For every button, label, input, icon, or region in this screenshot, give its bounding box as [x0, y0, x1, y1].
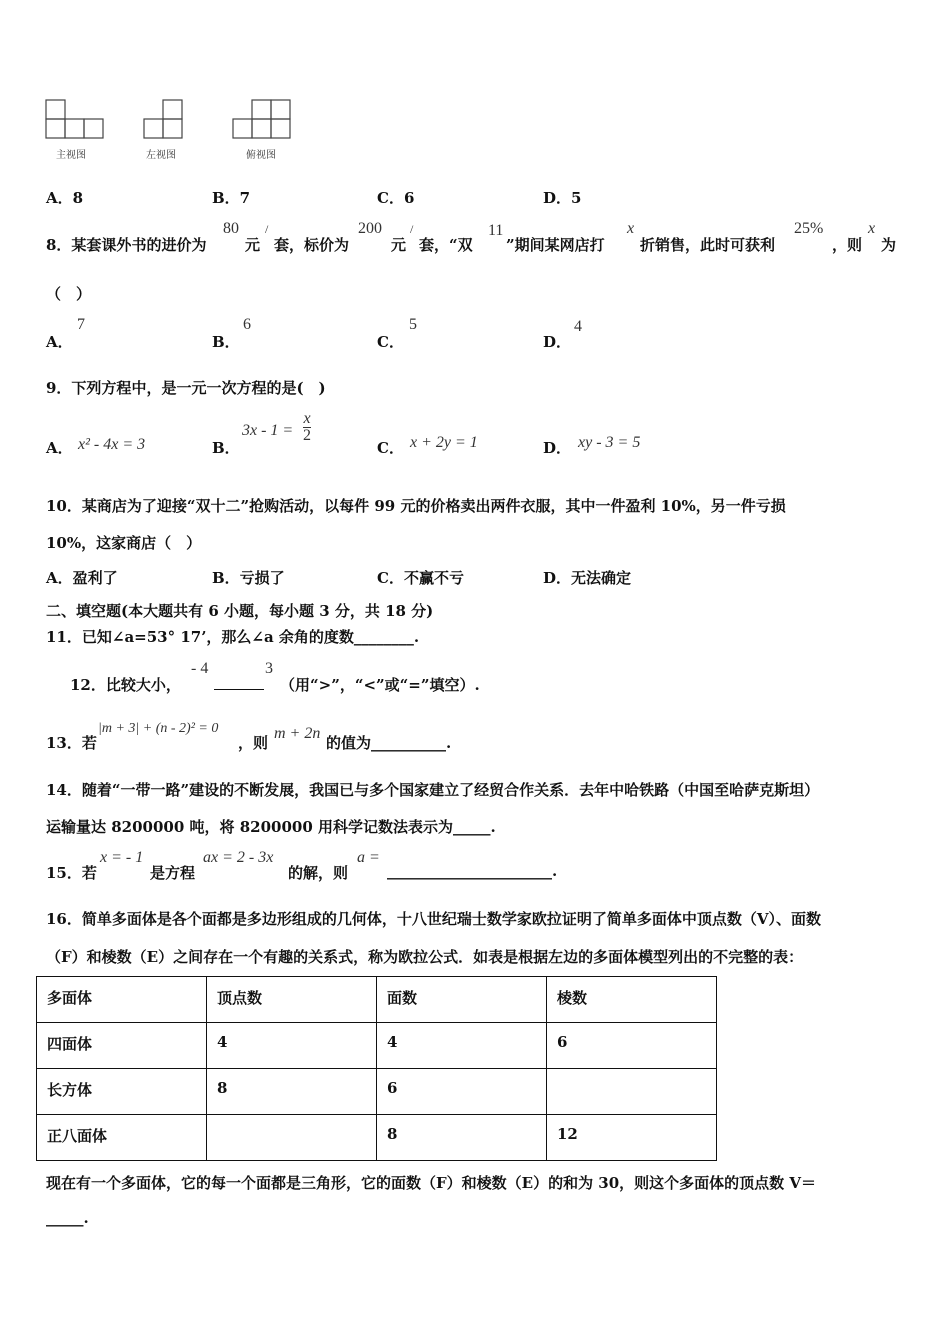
table-cell: 6 [377, 1069, 547, 1115]
q9-option-b-numerator: x [303, 410, 311, 427]
q14-line1: 14．随着“一带一路”建设的不断发展，我国已与多个国家建立了经贸合作关系．去年中哈铁路（中国至哈萨克斯坦） [46, 781, 820, 799]
q8-var-x: x [627, 220, 635, 237]
table-cell: 正八面体 [37, 1115, 207, 1161]
q16-line1: 16．简单多面体是各个面都是多边形组成的几何体，十八世纪瑞士数学家欧拉证明了简单多面体中顶点数（V）、面数 [46, 910, 822, 928]
front-view-drawing [46, 100, 103, 138]
q8-slash2: / [410, 222, 414, 236]
q16-line2: （F）和棱数（E）之间存在一个有趣的关系式，称为欧拉公式．如表是根据左边的多面体模型列出的不完整的表： [46, 948, 804, 966]
q8-option-d-letter: D． [543, 333, 572, 351]
q7-option-a: A．8 [46, 189, 84, 207]
top-view-label: 俯视图 [246, 150, 276, 161]
q14-line2: 运输量达 8200000 吨，将 8200000 用科学记数法表示为_____. [46, 818, 496, 836]
q8-unit2: 元 [391, 236, 407, 254]
q8-stem-part7: 为 [881, 236, 897, 254]
q16-after-line1: 现在有一个多面体，它的每一个面都是三角形，它的面数（F）和棱数（E）的和为 30，则这个多面体的顶点数 V＝ [46, 1174, 817, 1192]
q8-option-c-value: 5 [409, 316, 417, 333]
q8-price-tag: 200 [358, 220, 382, 237]
q8-stem-part2: 套，标价为 [274, 236, 350, 254]
q13-condition: |m + 3| + (n - 2)² = 0 [98, 721, 219, 736]
q15-mid1: 是方程 [150, 864, 196, 882]
table-cell: 4 [377, 1023, 547, 1069]
q8-option-b-value: 6 [243, 316, 251, 333]
q8-option-c-letter: C． [377, 333, 404, 351]
q8-stem-part5: 折销售，此时可获利 [640, 236, 776, 254]
q7-option-b: B．7 [212, 189, 251, 207]
top-view-drawing [233, 100, 290, 138]
q8-option-d-value: 4 [574, 318, 582, 335]
q8-eleven: 11 [488, 222, 504, 239]
q15-equation: ax = 2 - 3x [203, 849, 274, 866]
header-polyhedron: 多面体 [37, 977, 207, 1023]
header-vertices: 顶点数 [207, 977, 377, 1023]
table-header-row [37, 977, 717, 1023]
q9-option-b-letter: B． [212, 439, 240, 457]
table-row [37, 1023, 717, 1069]
q15-mid2: 的解，则 [288, 864, 349, 882]
left-view-label: 左视图 [146, 150, 176, 161]
q8-stem-part3: 套，“双 [419, 236, 473, 254]
q10-option-a: A．盈利了 [46, 569, 118, 587]
q10-option-c: C．不赢不亏 [377, 569, 464, 587]
q9-option-c-math: x + 2y = 1 [410, 434, 478, 451]
q8-slash1: / [265, 222, 269, 236]
section-2-title: 二、填空题(本大题共有 6 小题，每小题 3 分，共 18 分) [46, 602, 434, 620]
q9-option-a-math: x² - 4x = 3 [78, 436, 146, 453]
q10-option-b: B．亏损了 [212, 569, 285, 587]
q8-paren: （ ） [46, 285, 92, 303]
left-view-drawing [144, 100, 182, 138]
q9-option-d-letter: D． [543, 439, 572, 457]
front-view-label: 主视图 [56, 150, 86, 161]
q16-after-line2: _____. [46, 1209, 89, 1227]
header-faces: 面数 [377, 977, 547, 1023]
q7-option-c: C．6 [377, 189, 415, 207]
q8-option-a-value: 7 [77, 316, 85, 333]
q8-price-in: 80 [223, 220, 239, 237]
q8-var-x2: x [868, 220, 876, 237]
q9-stem: 9．下列方程中，是一元一次方程的是( ) [46, 379, 326, 397]
q10-option-d: D．无法确定 [543, 569, 632, 587]
q11-text: 11．已知∠a=53° 17’，那么∠a 余角的度数________. [46, 628, 420, 646]
q12-blank[interactable] [214, 675, 264, 690]
table-row [37, 1069, 717, 1115]
q9-option-a-letter: A． [46, 439, 73, 457]
q9-option-b-left: 3x - 1 = [242, 422, 294, 439]
table-cell: 长方体 [37, 1069, 207, 1115]
q15-suffix: ______________________. [387, 862, 558, 880]
q13-prefix: 13．若 [46, 734, 97, 752]
q12-prefix: 12．比较大小， [70, 676, 181, 694]
q8-option-b-letter: B． [212, 333, 240, 351]
table-cell [547, 1069, 717, 1115]
q12-suffix: （用“>”，“<”或“=”填空）. [280, 676, 480, 694]
q8-stem-part4: ”期间某网店打 [506, 236, 605, 254]
q13-suffix: 的值为__________. [326, 734, 452, 752]
header-edges: 棱数 [547, 977, 717, 1023]
table-cell: 12 [547, 1115, 717, 1161]
q8-option-a-letter: A． [46, 333, 73, 351]
q15-prefix: 15．若 [46, 864, 97, 882]
table-cell: 4 [207, 1023, 377, 1069]
q15-condition: x = - 1 [100, 849, 144, 866]
q12-left-number: - 4 [191, 660, 209, 677]
q13-mid: ，则 [238, 734, 269, 752]
polyhedron-table [36, 976, 717, 1161]
q10-stem-line1: 10．某商店为了迎接“双十二”抢购活动，以每件 99 元的价格卖出两件衣服，其中一件盈利 10%，另一件亏损 [46, 497, 786, 515]
q9-option-b-fraction [303, 411, 311, 444]
table-cell: 四面体 [37, 1023, 207, 1069]
q7-option-d: D．5 [543, 189, 582, 207]
q9-option-c-letter: C． [377, 439, 404, 457]
q10-stem-line2: 10%，这家商店（ ） [46, 534, 202, 552]
q15-target: a = [357, 849, 380, 866]
q8-stem-part1: 8．某套课外书的进价为 [46, 236, 207, 254]
q13-expression: m + 2n [274, 725, 321, 742]
table-cell: 8 [377, 1115, 547, 1161]
q8-unit1: 元 [245, 236, 261, 254]
q8-profit: 25% [794, 220, 824, 237]
table-cell: 6 [547, 1023, 717, 1069]
table-row [37, 1115, 717, 1161]
q9-option-d-math: xy - 3 = 5 [578, 434, 641, 451]
table-cell: 8 [207, 1069, 377, 1115]
q9-option-b-denominator: 2 [303, 427, 311, 444]
q12-right-number: 3 [265, 660, 273, 677]
q8-stem-part6: ，则 [832, 236, 863, 254]
table-cell [207, 1115, 377, 1161]
